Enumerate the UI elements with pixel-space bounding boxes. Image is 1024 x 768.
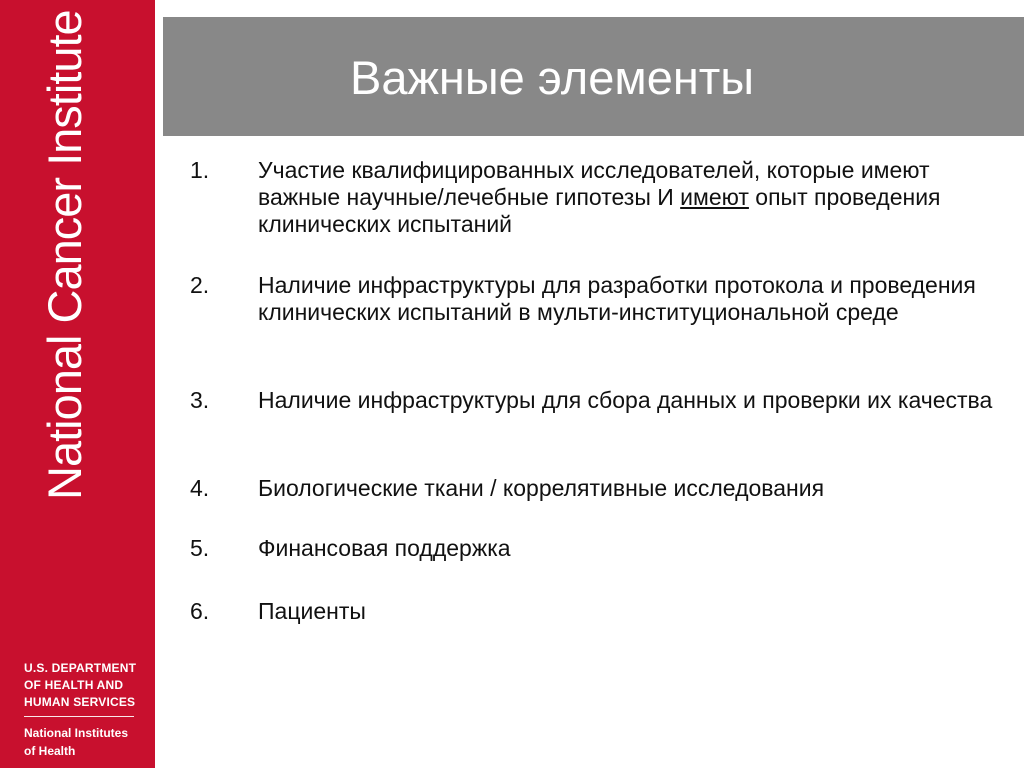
underlined-word: имеют (680, 184, 749, 210)
dept-label: U.S. DEPARTMENT OF HEALTH AND HUMAN SERVICES (24, 661, 137, 709)
org-logo-text: National Cancer Institute (38, 10, 91, 500)
item-text (258, 157, 1018, 238)
item-text: Биологические ткани / коррелятивные исследования (258, 475, 825, 501)
item-number: 2. (190, 272, 210, 298)
item-text-part: опыт проведения клинических испытаний (258, 184, 941, 237)
item-number: 1. (190, 157, 210, 183)
item-text: Наличие инфраструктуры для сбора данных и проверки их качества (258, 387, 993, 413)
item-text: Наличие инфраструктуры для разработки протокола и проведения клинических испытаний в мульти-институциональной среде (258, 272, 976, 325)
item-number: 4. (190, 475, 210, 501)
nih-label: National Institutes of Health (24, 726, 129, 758)
item-text: Финансовая поддержка (258, 535, 511, 561)
item-number: 3. (190, 387, 210, 413)
item-number: 5. (190, 535, 210, 561)
sidebar-divider (155, 0, 159, 768)
slide-title: Важные элементы (350, 51, 755, 104)
footer-divider (24, 716, 134, 717)
item-text: Пациенты (258, 598, 366, 624)
item-number: 6. (190, 598, 210, 624)
item-text-part: Участие квалифицированных исследователей, которые имеют важные научные/лечебные гипотезы И (258, 157, 930, 210)
